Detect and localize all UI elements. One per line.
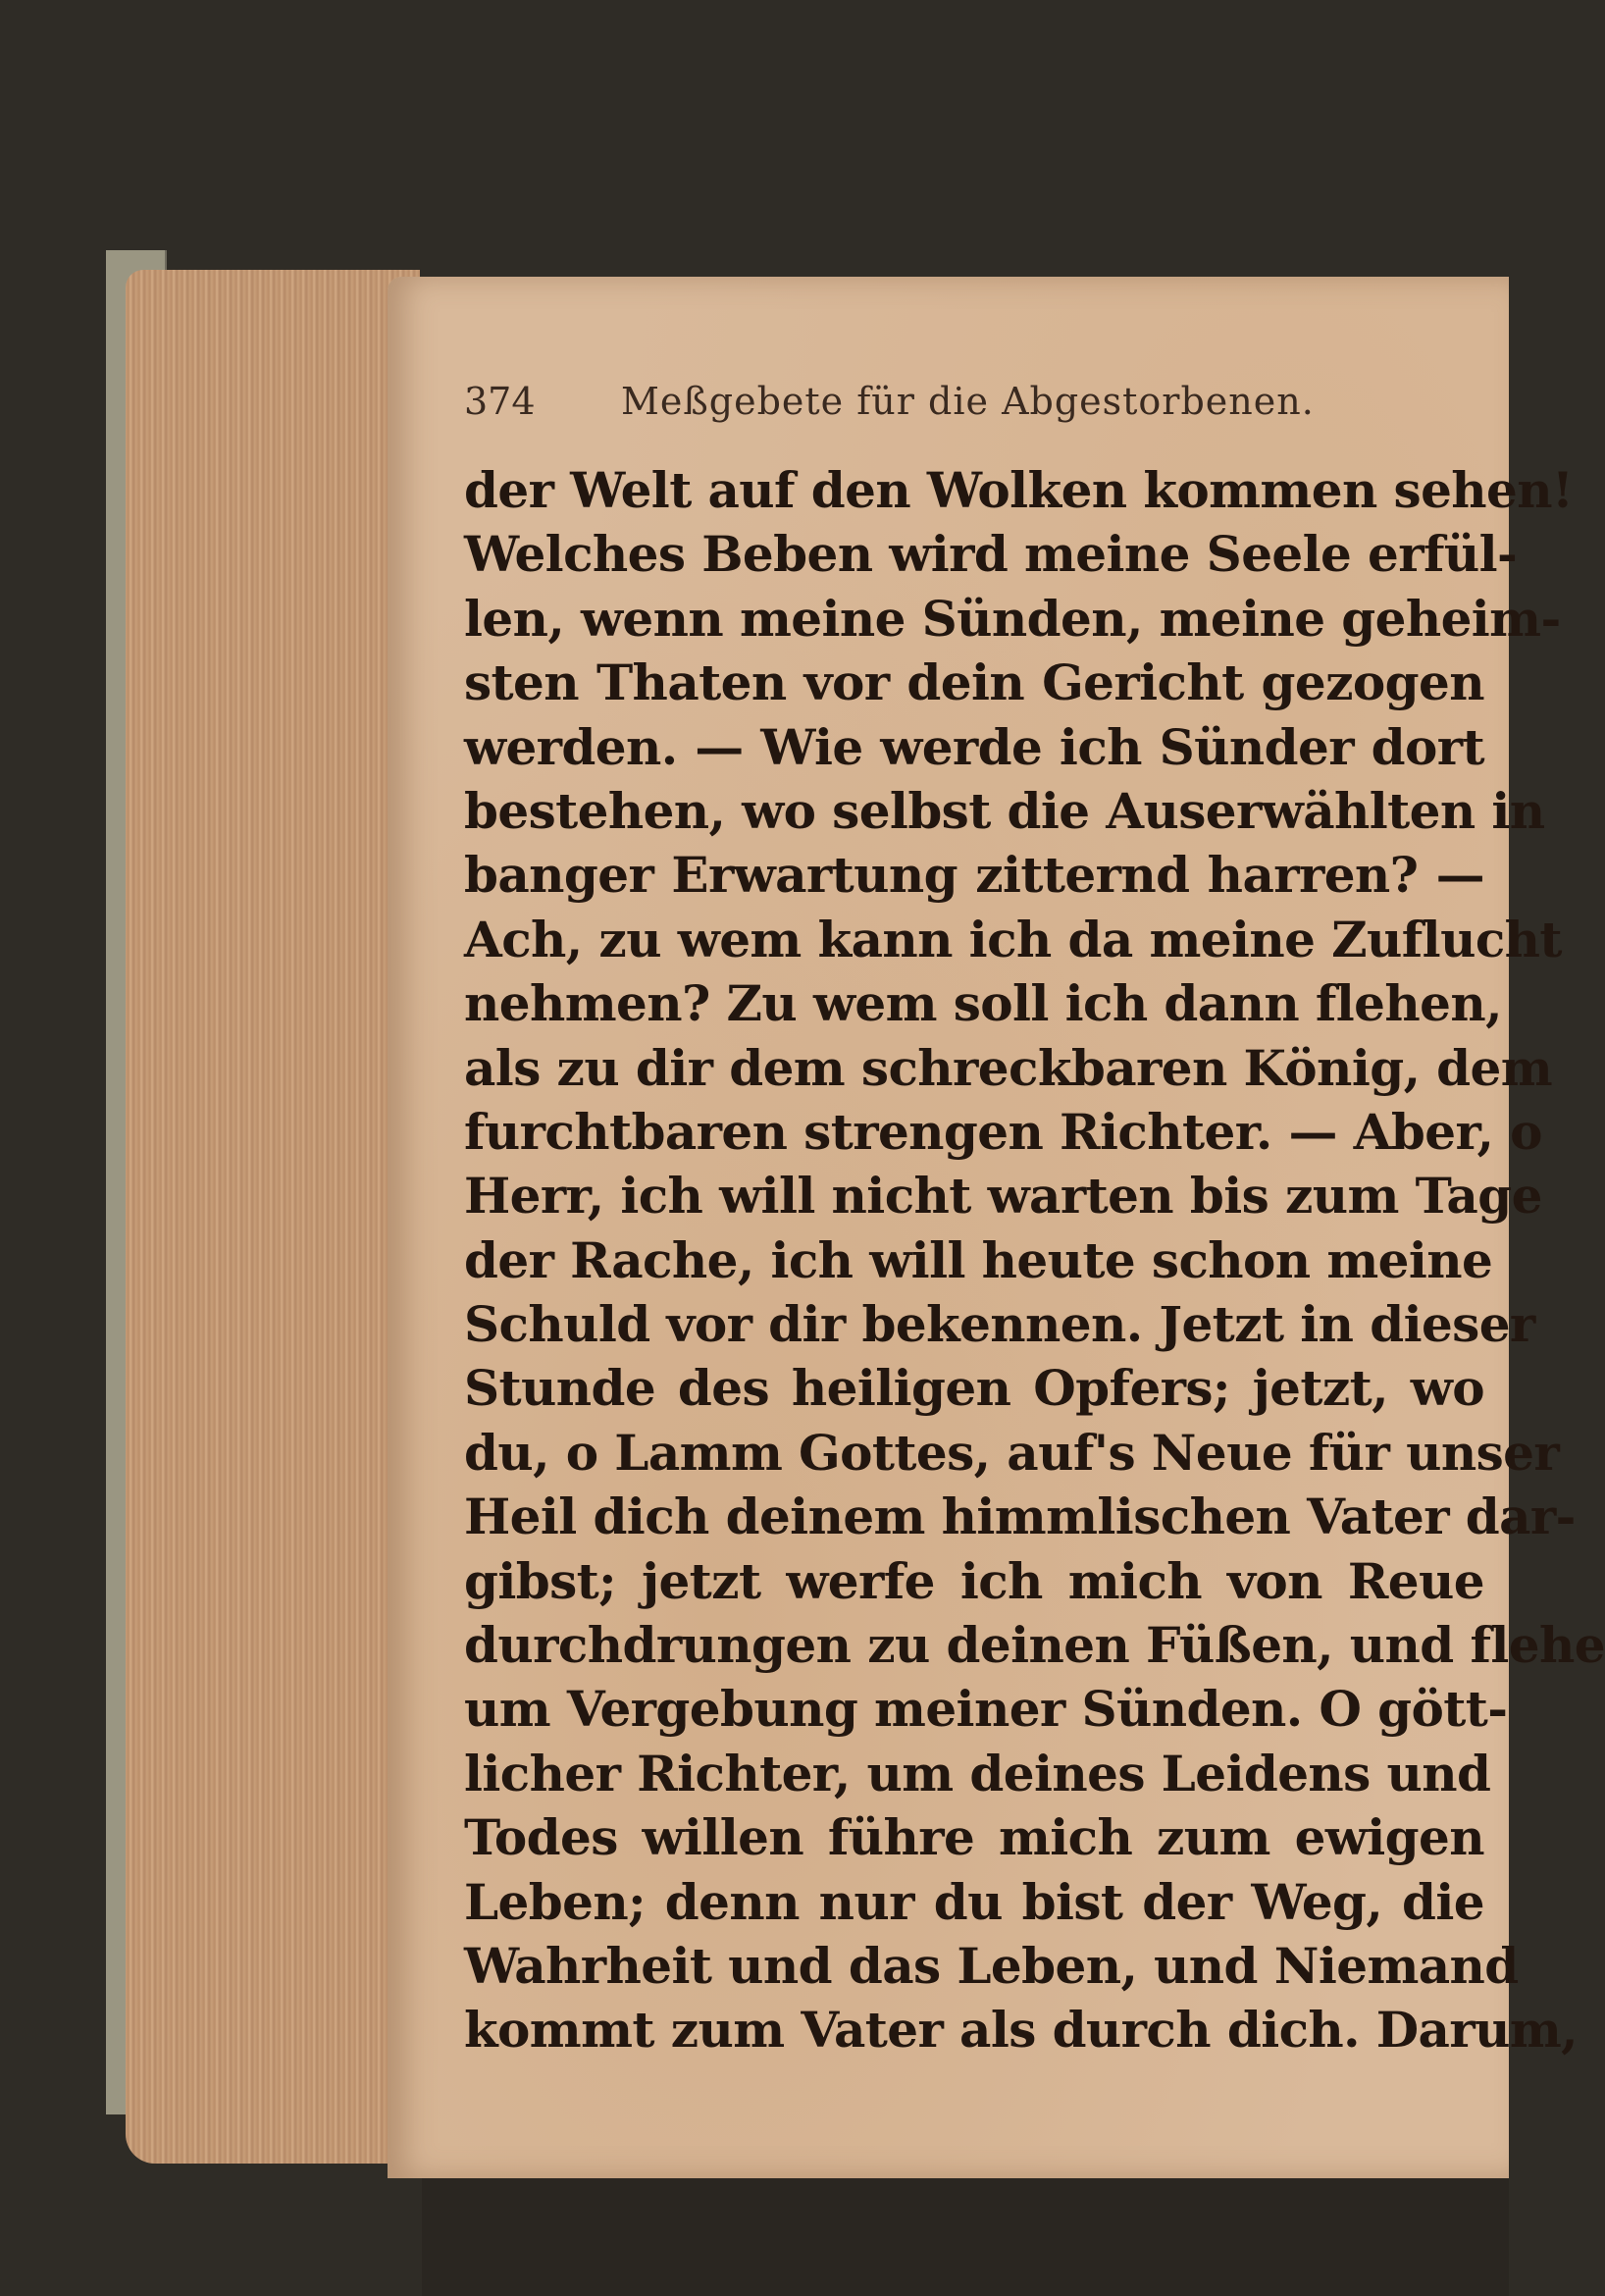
book-page: [388, 277, 1605, 2178]
page-number: 374: [464, 380, 536, 423]
text-line: licher Richter, um deines Leidens und: [464, 1744, 1491, 1802]
text-line: der Rache, ich will heute schon meine: [464, 1230, 1493, 1289]
text-line: gibst; jetzt werfe ich mich von Reue: [464, 1551, 1484, 1610]
text-line: du, o Lamm Gottes, auf's Neue für unser: [464, 1423, 1560, 1482]
text-line: der Welt auf den Wolken kommen sehen!: [464, 461, 1574, 519]
running-head: [464, 380, 1484, 454]
text-line: bestehen, wo selbst die Auserwählten in: [464, 781, 1545, 840]
text-line: um Vergebung meiner Sünden. O gött-: [464, 1680, 1508, 1739]
text-line: Heil dich deinem himmlischen Vater dar-: [464, 1487, 1576, 1546]
page-edges: [126, 270, 420, 2164]
text-line: Ach, zu wem kann ich da meine Zuflucht: [464, 910, 1562, 968]
text-line: banger Erwartung zitternd harren? —: [464, 846, 1484, 905]
text-line: werden. — Wie werde ich Sünder dort: [464, 717, 1484, 776]
body-text: [464, 458, 1605, 2062]
text-line: durchdrungen zu deinen Füßen, und flehe: [464, 1616, 1605, 1675]
text-line: Wahrheit und das Leben, und Niemand: [464, 1936, 1519, 1995]
text-line: nehmen? Zu wem soll ich dann flehen,: [464, 974, 1502, 1033]
text-line: Leben; denn nur du bist der Weg, die: [464, 1872, 1484, 1931]
text-line: Herr, ich will nicht warten bis zum Tage: [464, 1167, 1542, 1226]
text-line: sten Thaten vor dein Gericht gezogen: [464, 653, 1484, 712]
text-line: Stunde des heiligen Opfers; jetzt, wo: [464, 1359, 1484, 1418]
text-line: furchtbaren strengen Richter. — Aber, o: [464, 1102, 1542, 1161]
section-title: Meßgebete für die Abgestorbenen.: [621, 380, 1315, 423]
text-line: len, wenn meine Sünden, meine geheim-: [464, 589, 1561, 648]
page-content: [464, 380, 1605, 2146]
text-line: kommt zum Vater als durch dich. Darum,: [464, 2001, 1578, 2060]
text-line: Todes willen führe mich zum ewigen: [464, 1808, 1484, 1867]
text-line: als zu dir dem schreckbaren König, dem: [464, 1038, 1553, 1097]
text-line: Welches Beben wird meine Seele erfül-: [464, 525, 1518, 584]
text-line: Schuld vor dir bekennen. Jetzt in dieser: [464, 1295, 1535, 1354]
background-surface: [422, 2178, 1509, 2296]
